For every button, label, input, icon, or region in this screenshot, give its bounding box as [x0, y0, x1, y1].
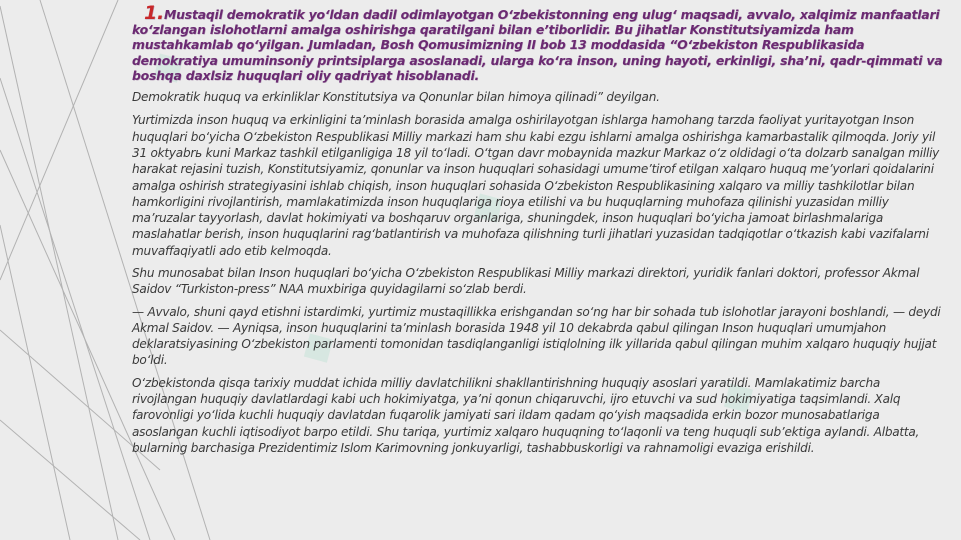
- watermark-shape: ◆: [139, 34, 195, 97]
- slide-heading: [132, 2, 948, 83]
- slide-content: [132, 2, 948, 462]
- paragraph: Shu munosabat bilan Inson huquqlari bo‘yicha O‘zbekiston Respublikasi Milliy markazi direktori, yuridik fanlari doktori, professor Akmal Saidov “Turkiston-press” NAA muxbiriga quyidagilarni so‘zlab berdi.: [132, 265, 920, 297]
- heading-number: 1.: [144, 2, 165, 24]
- watermark-shape: ◆: [289, 314, 345, 377]
- paragraph: Demokratik huquq va erkinliklar Konstitutsiya va Qonunlar bilan himoya qilinadi” deyilgan.: [132, 90, 660, 105]
- watermark-shape: ◆: [459, 174, 515, 237]
- watermark-shape: ◆: [709, 364, 765, 427]
- paragraph: O‘zbekistonda qisqa tarixiy muddat ichida milliy davlatchilikni shakllantirishning huquqiy asoslari yaratildi. Mamlakatimiz barcha rivojlangan huquqiy davlatlardagi kabi uch hokimiyatga, ya’ni qonun chiqaruvchi, ijro etuvchi va sud hokimiyatiga taqsimlandi. Xalq farovonligi yo‘lida kuchli huquqiy davlatdan fuqarolik jamiyati sari ildam qadam qo‘yish maqsadida erkin bozor munosabatlariga asoslangan kuchli iqtisodiyot barpo etildi. Shu tariqa, yurtimiz xalqaro huquqning to‘laqonli va teng huquqli sub’ektiga aylandi. Albatta, bularning barchasiga Prezidentimiz Islom Karimovning jonkuyarligi, tashabbuskorligi va rahnamoligi evaziga erishildi.: [132, 375, 920, 455]
- paragraph: Yurtimizda inson huquq va erkinligini ta’minlash borasida amalga oshirilayotgan ishlarga hamohang tarzda faoliyat yuritayotgan Inson huquqlari bo‘yicha O‘zbekiston Respublikasi Milliy markazi ham shu kabi ezgu ishlarni amalga oshirishga kamarbastalik qilmoqda. Joriy yil 31 oktyabrь kuni Markaz tashkil etilganligiga 18 yil to‘ladi. O‘tgan davr mobaynida mazkur Markaz o‘z oldidagi o‘ta dolzarb sanalgan milliy harakat rejasini tuzish, Konstitutsiyamiz, qonunlar va inson huquqlari sohasidagi umume’tirof etilgan xalqaro huquq me’yorlari qoidalarini amalga oshirish strategiyasini ishlab chiqish, inson huquqlari sohasida O‘zbekiston Respublikasining xalqaro va milliy tashkilotlar bilan hamkorligini rivojlantirish, mamlakatimizda inson huquqlariga rioya etilishi va bu huquqlarning muhofaza qilinishi yuzasidan milliy ma’ruzalar tayyorlash, davlat hokimiyati va boshqaruv organlariga, shuningdek, inson huquqlari bo‘yicha jamoat birlashmalariga maslahatlar berish, inson huquqlarini rag‘batlantirish va muhofaza qilishning turli jihatlari yuzasidan tadqiqotlar o‘tkazish kabi vazifalarni muvaffaqiyatli ado etib kelmoqda.: [132, 113, 940, 258]
- heading-text: Mustaqil demokratik yo‘ldan dadil odimlayotgan O‘zbekistonning eng ulug‘ maqsadi, avvalo, xalqimiz manfaatlari ko‘zlangan islohotlarni amalga oshirishga qaratilgani bilan e’tiborlidir. Bu jihatlar Konstitutsiyamizda ham mustahkamlab qo‘yilgan. Jumladan, Bosh Qomusimizning II bob 13 moddasida “O‘zbekiston Respublikasida demokratiya umuminsoniy printsiplarga asoslanadi, ularga ko‘ra inson, uning hayoti, erkinligi, sha’ni, qadr-qimmati va boshqa daxlsiz huquqlari oliy qadriyat hisoblanadi.: [132, 7, 943, 83]
- paragraph: — Avvalo, shuni qayd etishni istardimki, yurtimiz mustaqillikka erishgandan so‘ng har bir sohada tub islohotlar jarayoni boshlandi, — deydi Akmal Saidov. — Ayniqsa, inson huquqlarini ta’minlash borasida 1948 yil 10 dekabrda qabul qilingan Inson huquqlari umumjahon deklaratsiyasining O‘zbekiston parlamenti tomonidan tasdiqlanganligi istiqlolning ilk yillarida qabul qilingan muhim xalqaro huquqiy hujjat bo‘ldi.: [132, 304, 941, 368]
